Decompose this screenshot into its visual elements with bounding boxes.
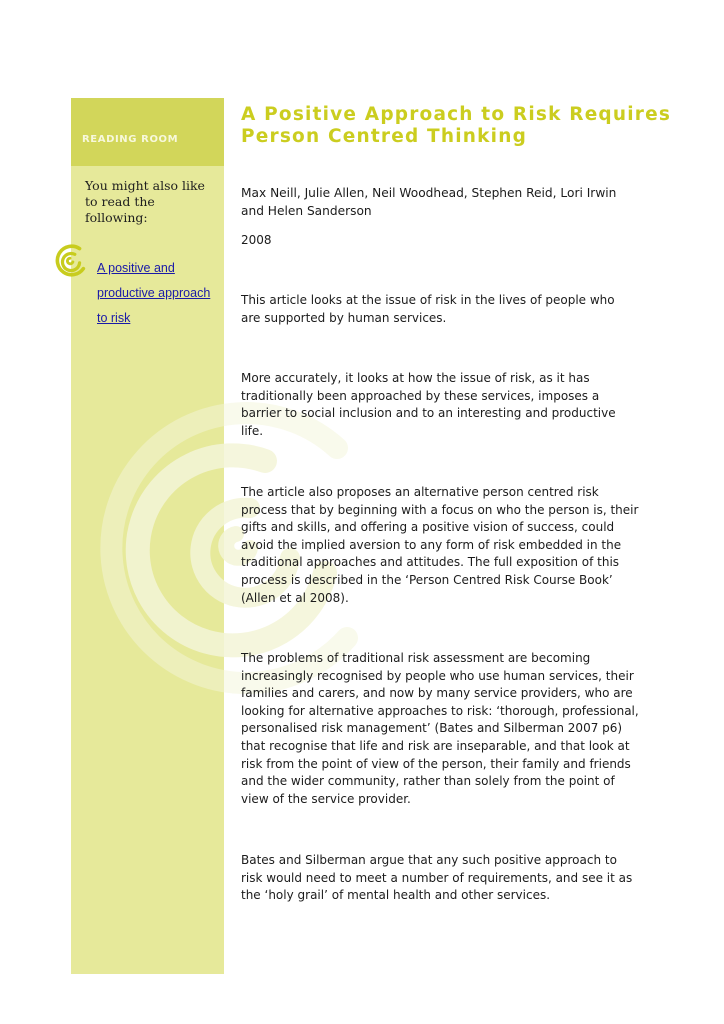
article-year: 2008: [241, 233, 272, 247]
paragraph-1: This article looks at the issue of risk in the lives of people who are supported by human services.: [241, 293, 615, 325]
sidebar-header: [71, 98, 224, 166]
paragraph-2: More accurately, it looks at how the issue of risk, as it has traditionally been approached by these services, imposes a barrier to social inclusion and to an interesting and productive life.: [241, 371, 616, 438]
paragraph-3: The article also proposes an alternative person centred risk process that by beginning with a focus on who the person is, their gifts and skills, and offering a positive vision of success, could avoid the implied aversion to any form of risk embedded in the traditional approaches and attitudes. The full exposition of this process is described in the ‘Person Centred Risk Course Book’ (Allen et al 2008).: [241, 485, 639, 605]
paragraph-4: The problems of traditional risk assessment are becoming increasingly recognised by people who use human services, their families and carers, and now by many service providers, who are looking for alternative approaches to risk: ‘thorough, professional, personalised risk management’ (Bates and Silberman 2007 p6) that recognise that life and risk are inseparable, and that look at risk from the point of view of the person, their family and friends and the wider community, rather than solely from the point of view of the service provider.: [241, 651, 639, 806]
article-title: A Positive Approach to Risk Requires Person Centred Thinking: [241, 104, 672, 147]
sidebar-intro-text: You might also like to read the following:: [85, 178, 205, 225]
spiral-bullet-icon: [52, 242, 90, 280]
related-article-link[interactable]: A positive and productive approach to risk: [97, 261, 211, 325]
reading-room-label: READING ROOM: [82, 134, 179, 145]
paragraph-5: Bates and Silberman argue that any such positive approach to risk would need to meet a number of requirements, and see it as the ‘holy grail’ of mental health and other services.: [241, 853, 633, 903]
article-authors: Max Neill, Julie Allen, Neil Woodhead, Stephen Reid, Lori Irwin and Helen Sanderson: [241, 186, 617, 218]
